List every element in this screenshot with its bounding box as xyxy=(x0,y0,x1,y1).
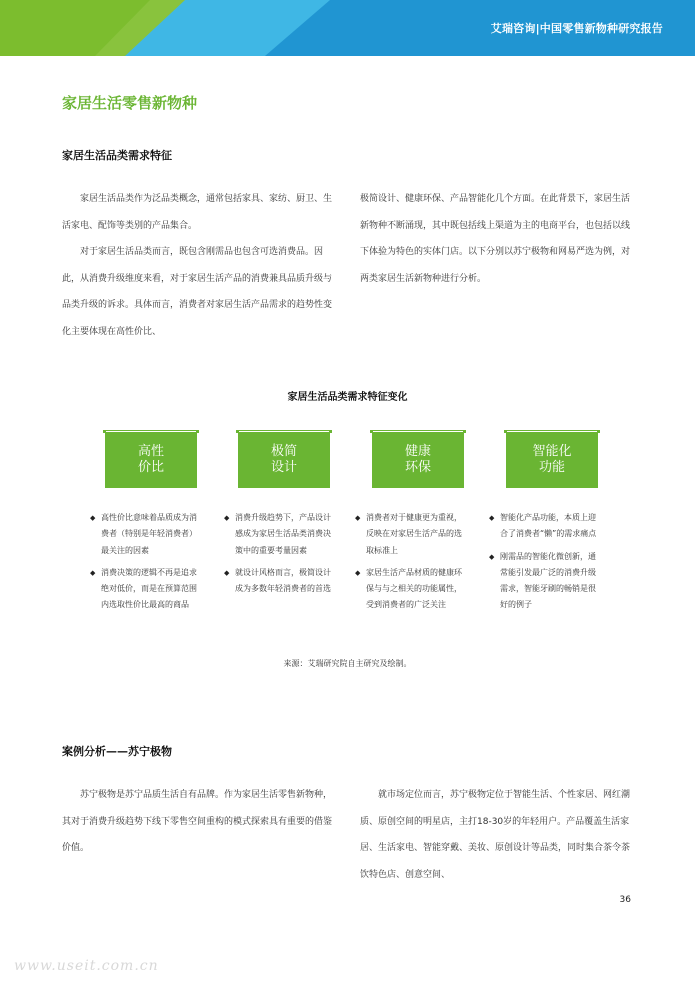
diamond-bullet-icon: ◆ xyxy=(224,568,230,577)
feature-box-label: 极简 设计 xyxy=(270,444,297,475)
bullet-item: ◆ 就设计风格而言，极简设计成为多数年轻消费者的首选 xyxy=(224,565,336,598)
box-top-line xyxy=(370,430,466,431)
diamond-bullet-icon: ◆ xyxy=(355,568,361,577)
part1-left-column xyxy=(62,186,338,345)
bullet-list-smart xyxy=(489,510,601,620)
paragraph: 极简设计、健康环保、产品智能化几个方面。在此背景下，家居生活新物种不断涌现，其中既包括线上渠道为主的电商平台，也包括以线下体验为特色的实体门店。以下分别以苏宁极物和网易严选为例，对两类家居生活新物种进行分析。 xyxy=(360,194,631,284)
feature-box-design xyxy=(238,432,330,488)
feature-box-value xyxy=(105,432,197,488)
bullet-list-health xyxy=(355,510,467,620)
paragraph: 家居生活品类作为泛品类概念，通常包括家具、家纺、厨卫、生活家电、配饰等类别的产品集合。 xyxy=(62,194,333,231)
bullet-list-value xyxy=(90,510,202,620)
header-banner xyxy=(0,0,695,56)
paragraph: 对于家居生活品类而言，既包含刚需品也包含可选消费品。因此，从消费升级维度来看，对于家居生活产品的消费兼具品质升级与品类升级的诉求。具体而言，消费者对家居生活产品需求的趋势性变化主要体现在高性价比、 xyxy=(62,247,333,337)
box-top-line xyxy=(236,430,332,431)
diamond-bullet-icon: ◆ xyxy=(224,514,230,522)
bullet-item: ◆ 刚需品的智能化微创新，通常能引发最广泛的消费升级需求，智能牙刷的畅销是很好的例子 xyxy=(489,549,601,614)
feature-box-label: 智能化 功能 xyxy=(532,444,572,475)
subtitle-case-study: 案例分析——苏宁极物 xyxy=(62,745,172,758)
box-top-line xyxy=(103,430,199,431)
watermark: www.useit.com.cn xyxy=(14,958,159,974)
diamond-bullet-icon: ◆ xyxy=(489,514,495,522)
bullet-item: ◆ 家居生活产品材质的健康环保与与之相关的功能属性，受到消费者的广泛关注 xyxy=(355,565,467,614)
bullet-item: ◆ 消费决策的逻辑不再是追求绝对低价，而是在预算范围内选取性价比最高的商品 xyxy=(90,565,202,614)
report-title: 艾瑞咨询|中国零售新物种研究报告 xyxy=(490,22,663,35)
diamond-bullet-icon: ◆ xyxy=(90,514,96,522)
bullet-item: ◆ 消费者对于健康更为重视，反映在对家居生活产品的选取标准上 xyxy=(355,510,467,559)
bullet-item: ◆ 智能化产品功能，本质上迎合了消费者“懒”的需求痛点 xyxy=(489,510,601,543)
bullet-list-design xyxy=(224,510,336,603)
paragraph: 就市场定位而言，苏宁极物定位于智能生活、个性家居、网红潮质、原创空间的明星店，主打18-30岁的年轻用户。产品覆盖生活家居、生活家电、智能穿戴、美妆、原创设计等品类，同时集合茶令茶饮特色店、创意空间、 xyxy=(360,790,631,880)
section-title: 家居生活零售新物种 xyxy=(62,94,198,112)
box-top-line xyxy=(504,430,600,431)
feature-box-health xyxy=(372,432,464,488)
diagram-source: 来源：艾瑞研究院自主研究及绘制。 xyxy=(283,659,412,668)
bullet-item: ◆ 消费升级趋势下，产品设计感成为家居生活品类消费决策中的重要考量因素 xyxy=(224,510,336,559)
diamond-bullet-icon: ◆ xyxy=(355,514,361,522)
feature-box-label: 健康 环保 xyxy=(404,444,431,475)
diagram-title: 家居生活品类需求特征变化 xyxy=(287,392,408,403)
paragraph: 苏宁极物是苏宁品质生活自有品牌。作为家居生活零售新物种，其对于消费升级趋势下线下零售空间重构的模式探索具有重要的借鉴价值。 xyxy=(62,790,333,853)
diamond-bullet-icon: ◆ xyxy=(90,568,96,577)
feature-box-label: 高性 价比 xyxy=(137,444,164,475)
subtitle-demand-features: 家居生活品类需求特征 xyxy=(62,149,172,162)
page-number: 36 xyxy=(619,895,631,905)
part2-left-column xyxy=(62,782,338,862)
bullet-item: ◆ 高性价比意味着品质成为消费者（特别是年轻消费者）最关注的因素 xyxy=(90,510,202,559)
diamond-bullet-icon: ◆ xyxy=(489,552,495,561)
part2-right-column xyxy=(360,782,632,888)
feature-box-smart xyxy=(506,432,598,488)
part1-right-column xyxy=(360,186,632,292)
